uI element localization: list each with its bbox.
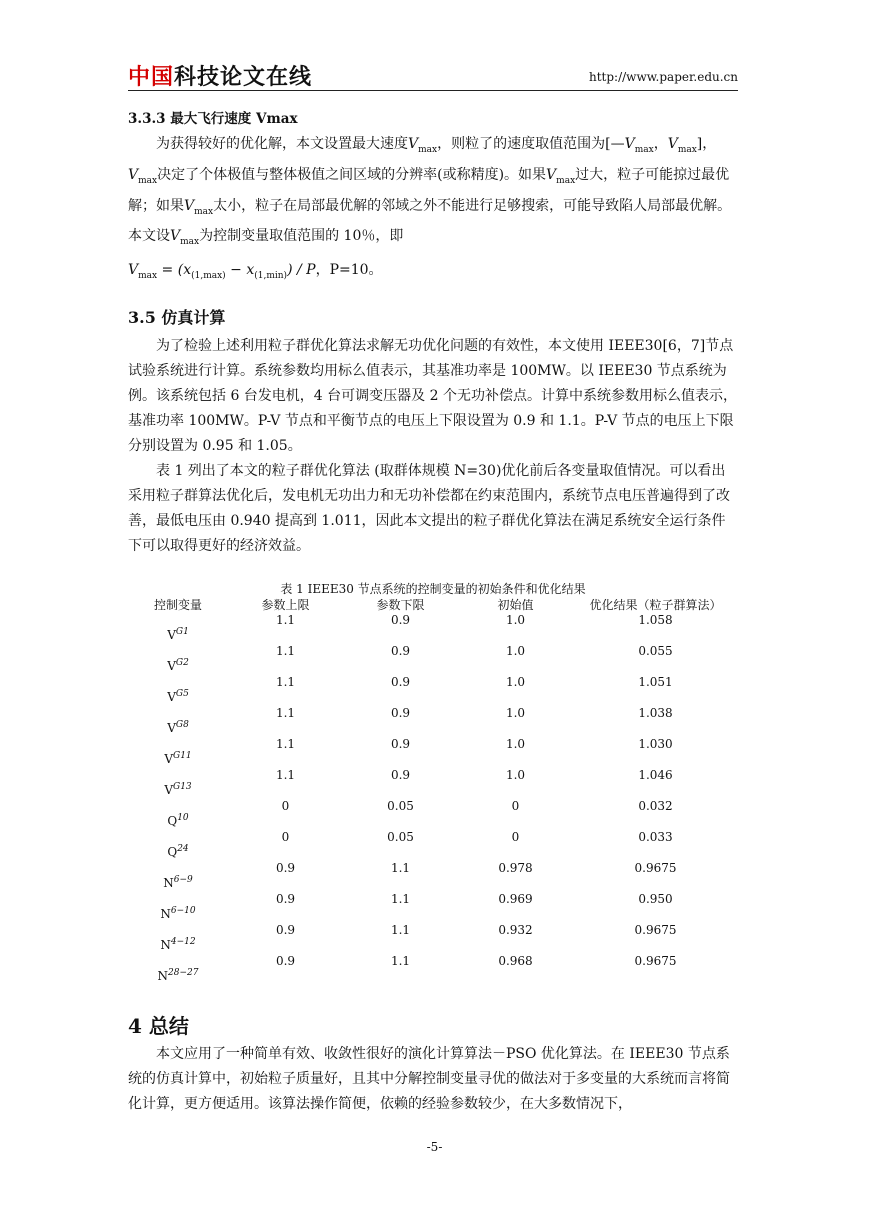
upper-limit-cell: 1.1 [275,737,296,751]
optimized-result-cell: 0.9675 [634,923,677,937]
p1-text-g: 太小，粒子在局部最优解的邻域之外不能进行足够搜索，可能导致陷人局部最优解。本文设 [128,197,732,245]
optimized-result-cell: 0.9675 [634,954,677,968]
table-row [128,613,738,644]
paragraph-table-intro: 表 1 列出了本文的粒子群优化算法 (取群体规模 N=30)优化前后各变量取值情况。可以看出采用粒子群算法优化后，发电机无功出力和无功补偿都在约束范围内，系统节点电压普遍得到了改善，最低电压由 0.940 提高到 1.011，因此本文提出的粒子群优化算法在满足系统安全运行条件下可以取得更好的经济效益。 [128,463,730,554]
initial-value-cell: 0.968 [498,954,533,968]
optimized-result-cell: 0.950 [638,892,673,906]
paragraph-summary: 本文应用了一种简单有效、收敛性很好的演化计算算法－PSO 优化算法。在 IEEE30 节点系统的仿真计算中，初始粒子质量好，且其中分解控制变量寻优的做法对于多变量的大系统而言将简化计算，更方便适用。该算法操作简便，依赖的经验参数较少，在大多数情况下， [128,1046,730,1112]
formula-tail: ，P=10。 [315,262,383,278]
table-header-cell: 参数上限 [261,598,310,612]
p1-text-e: 决定了个体极值与整体极值之间区域的分辨率(或称精度)。如果 [157,166,547,183]
upper-limit-cell: 1.1 [275,613,296,627]
lower-limit-cell: 0.05 [387,830,414,844]
header-logo [128,60,312,91]
header-url[interactable]: http://www.paper.edu.cn [588,70,738,84]
table-caption: 表 1 IEEE30 节点系统的控制变量的初始条件和优化结果 [280,582,586,596]
lower-limit-cell: 0.05 [387,799,414,813]
control-variable-cell: $N^{28-27}$ [157,968,199,983]
p1-text-h: 为控制变量取值范围的 10％，即 [199,228,404,245]
table-row [128,861,738,892]
initial-value-cell: 0.932 [498,923,533,937]
initial-value-cell: 0.978 [498,861,533,875]
upper-limit-cell: 1.1 [275,706,296,720]
upper-limit-cell: 0 [281,799,290,813]
table-header-cell: 优化结果（粒子群算法） [589,598,722,612]
vmax-symbol: $V_{max}$ [128,166,158,186]
table-row [128,737,738,768]
table-row [128,644,738,675]
optimized-result-cell: 0.033 [638,830,673,844]
lower-limit-cell: 1.1 [390,892,411,906]
vmax-symbol: $V_{max}$ [170,228,200,248]
vmax-symbol: $V_{max}$ [546,166,576,186]
lower-limit-cell: 0.9 [390,613,411,627]
p1-text-d: ]， [696,136,717,152]
header-divider [128,90,738,91]
control-variable-cell: $N^{6-10}$ [160,906,196,921]
page-number: -5- [426,1140,443,1154]
lower-limit-cell: 0.9 [390,737,411,751]
table-row [128,799,738,830]
paragraph-simulation: 为了检验上述利用粒子群优化算法求解无功优化问题的有效性，本文使用 IEEE30[6，7]节点试验系统进行计算。系统参数均用标么值表示，其基准功率是 100MW。以 IEEE30 节点系统为例。该系统包括 6 台发电机，4 台可调变压器及 2 个无功补偿点。计算中系统参数用标么值表示，基准功率 100MW。P-V 节点和平衡节点的电压上下限设置为 0.9 和 1.1。P-V 节点的电压上下限分别设置为 0.95 和 1.05。 [128,338,737,454]
section-3-5-title: 3.5 仿真计算 [128,308,226,327]
vmax-symbol: $V_{max}$ [184,197,214,217]
lower-limit-cell: 1.1 [390,923,411,937]
table-header-cell: 控制变量 [153,598,202,612]
section-4-title: 4 总结 [128,1014,189,1038]
table-header-row [128,596,738,613]
table-row [128,954,738,985]
optimized-result-cell: 1.046 [638,768,673,782]
logo-black-text: 科技论文在线 [174,65,313,90]
initial-value-cell: 0.969 [498,892,533,906]
control-variable-cell: $V^{G2}$ [167,658,189,673]
control-variable-cell: $V^{G5}$ [167,689,189,704]
table-row [128,675,738,706]
table-row [128,768,738,799]
upper-limit-cell: 0.9 [275,892,296,906]
p1-text-c: ， [653,136,668,152]
initial-value-cell: 1.0 [505,706,526,720]
p1-text-a: 为获得较好的优化解，本文设置最大速度 [156,136,408,152]
table-row [128,923,738,954]
control-variable-cell: $V^{G13}$ [164,782,192,797]
table-row [128,830,738,861]
optimized-result-cell: 1.038 [638,706,673,720]
table-row [128,706,738,737]
initial-value-cell: 1.0 [505,644,526,658]
optimized-result-cell: 1.030 [638,737,673,751]
p1-text-f: 过大，粒子可能掠过最优解；如果 [128,166,730,214]
initial-value-cell: 1.0 [505,675,526,689]
control-variable-cell: $Q^{24}$ [167,844,189,859]
control-variable-cell: $N^{4-12}$ [160,937,196,952]
optimized-result-cell: 1.058 [638,613,673,627]
vmax-formula [128,258,738,289]
optimized-result-cell: 0.032 [638,799,673,813]
lower-limit-cell: 0.9 [390,675,411,689]
p1-text-b: ，则粒了的速度取值范围为[— [437,136,625,152]
vmax-symbol: $V_{max}$ [624,136,654,155]
lower-limit-cell: 0.9 [390,706,411,720]
upper-limit-cell: 1.1 [275,675,296,689]
upper-limit-cell: 0.9 [275,923,296,937]
upper-limit-cell: 1.1 [275,644,296,658]
paragraph-vmax [128,132,738,255]
control-variable-cell: $Q^{10}$ [167,813,189,828]
formula-body: $V_{max} = (x_{(1,max)} - x_{(1,min)}) / P$ [128,262,316,281]
upper-limit-cell: 0.9 [275,861,296,875]
initial-value-cell: 0 [511,799,520,813]
control-variable-cell: $V^{G8}$ [167,720,189,735]
lower-limit-cell: 0.9 [390,644,411,658]
table-header-cell: 参数下限 [376,598,425,612]
optimized-result-cell: 0.055 [638,644,673,658]
table-row [128,892,738,923]
control-variables-table [128,596,738,985]
lower-limit-cell: 0.9 [390,768,411,782]
vmax-symbol: $V_{max}$ [408,136,438,155]
vmax-symbol: $V_{max}$ [667,136,697,155]
initial-value-cell: 1.0 [505,613,526,627]
upper-limit-cell: 0.9 [275,954,296,968]
upper-limit-cell: 1.1 [275,768,296,782]
table-body [128,613,738,985]
initial-value-cell: 0 [511,830,520,844]
control-variable-cell: $V^{G1}$ [167,627,189,642]
optimized-result-cell: 1.051 [638,675,673,689]
section-3-3-3-title: 3.3.3 最大飞行速度 Vmax [128,111,298,127]
initial-value-cell: 1.0 [505,768,526,782]
lower-limit-cell: 1.1 [390,861,411,875]
initial-value-cell: 1.0 [505,737,526,751]
control-variable-cell: $V^{G11}$ [164,751,192,766]
optimized-result-cell: 0.9675 [634,861,677,875]
table-header-cell: 初始值 [497,598,534,612]
control-variable-cell: $N^{6-9}$ [163,875,193,890]
logo-red-text: 中国 [128,65,175,90]
lower-limit-cell: 1.1 [390,954,411,968]
upper-limit-cell: 0 [281,830,290,844]
